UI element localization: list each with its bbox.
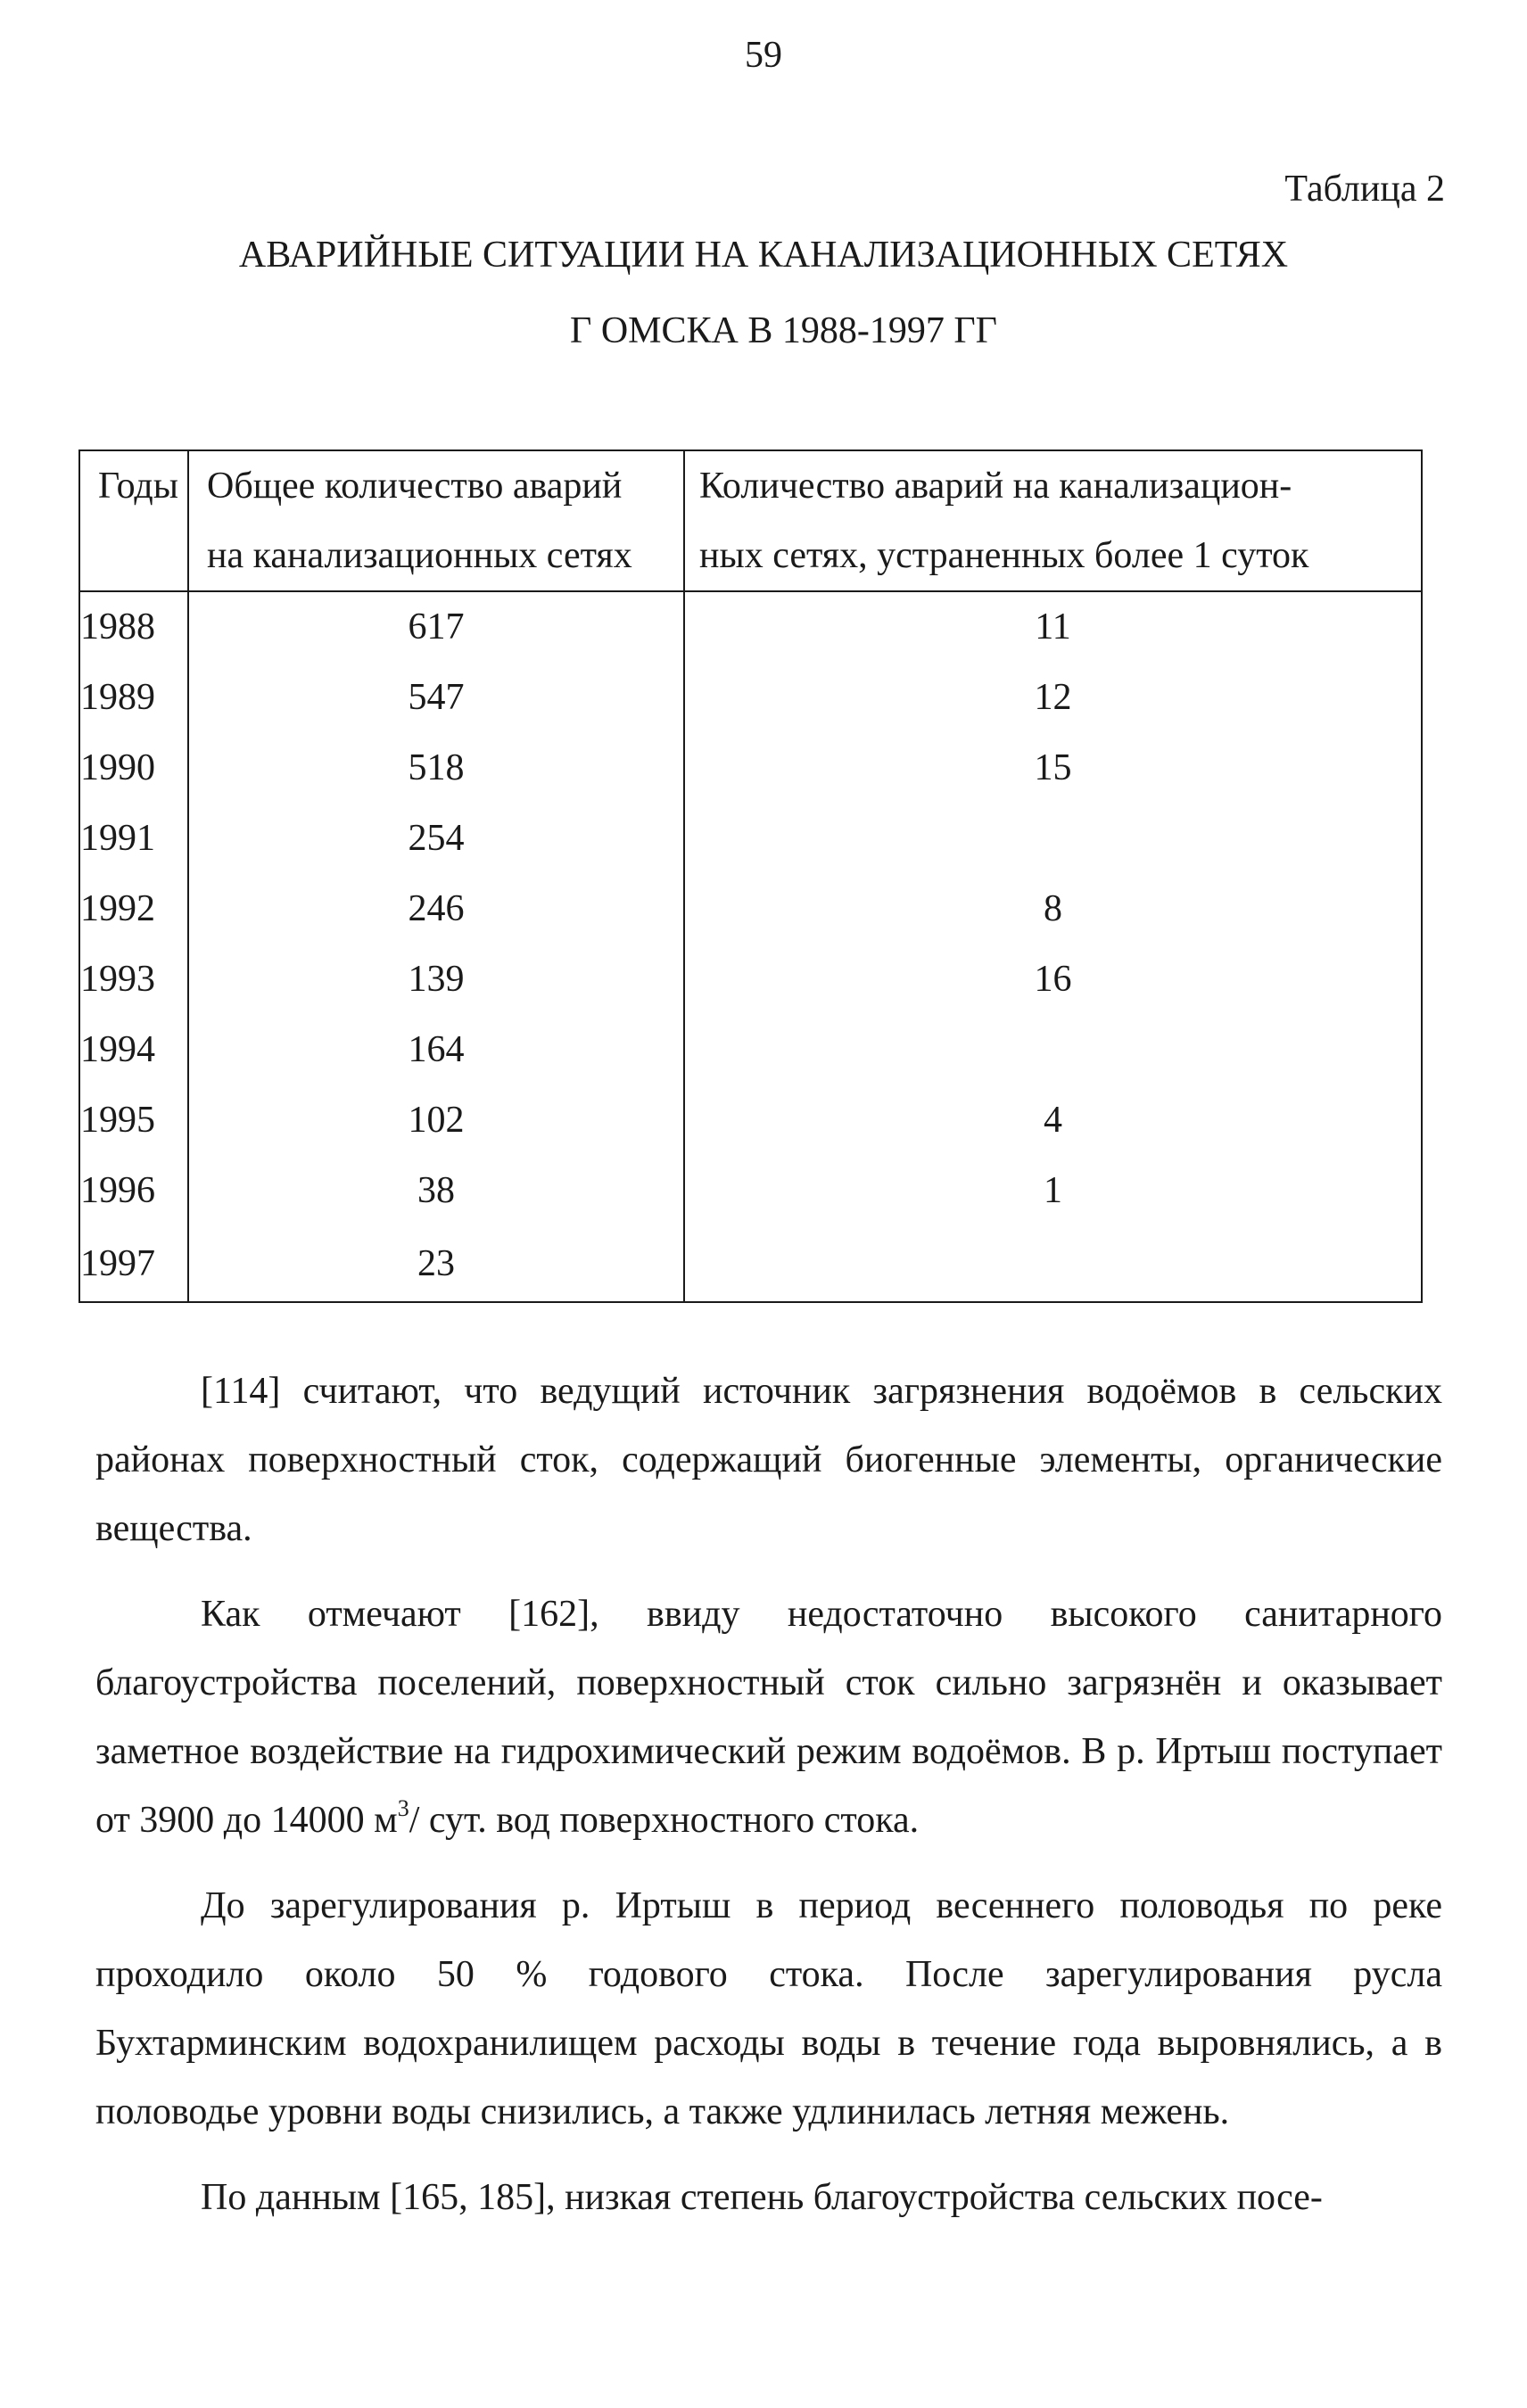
cell-total: 547: [188, 663, 684, 733]
cell-long: [684, 1226, 1422, 1302]
paragraph-4: По данным [165, 185], низкая степень благоустройства сельских посе-: [201, 2177, 1323, 2218]
page-number: 59: [745, 35, 782, 76]
paragraph-2-end: / сут. вод поверхностного стока.: [409, 1800, 920, 1841]
cell-long: 15: [684, 733, 1422, 804]
header-long-accidents: [684, 450, 1422, 591]
cell-year: 1994: [79, 1015, 188, 1085]
cell-year: 1993: [79, 944, 188, 1015]
table-row: [79, 733, 1422, 804]
header-total-accidents: [188, 450, 684, 591]
cell-total: 23: [188, 1226, 684, 1302]
cell-long: 1: [684, 1156, 1422, 1226]
cell-total: 518: [188, 733, 684, 804]
header-years-text: Годы: [98, 466, 178, 507]
header-years: [79, 450, 188, 591]
table-row: [79, 663, 1422, 733]
cell-total: 102: [188, 1085, 684, 1156]
header-long-line-2: ных сетях, устраненных более 1 суток: [699, 535, 1309, 576]
table-title-line-1: АВАРИЙНЫЕ СИТУАЦИИ НА КАНАЛИЗАЦИОННЫХ СЕТЯХ: [238, 235, 1289, 276]
paragraph-1: [114] считают, что ведущий источник загрязнения водоёмов в сельских районах поверхностный сток, содержащий биогенные элементы, органические вещества.: [95, 1371, 1442, 1549]
cell-long: 16: [684, 944, 1422, 1015]
paragraph-2-text: Как отмечают [162], ввиду недостаточно высокого санитарного благоустройства поселений, поверхностный сток сильно загрязнён и оказывает заметное воздействие на гидрохимический режим водоёмов. В р. Иртыш поступает от 3900 до 14000 м: [95, 1594, 1442, 1841]
table-row: [79, 1156, 1422, 1226]
header-total-line-2: на канализационных сетях: [207, 535, 632, 576]
table-row: [79, 1015, 1422, 1085]
table-row: [79, 804, 1422, 874]
table-row: [79, 874, 1422, 944]
table-title-line-2: Г ОМСКА В 1988-1997 ГГ: [570, 310, 997, 351]
header-long-line-1: Количество аварий на канализацион-: [699, 466, 1292, 507]
cell-long: 8: [684, 874, 1422, 944]
cell-long: [684, 804, 1422, 874]
cell-total: 139: [188, 944, 684, 1015]
cell-year: 1989: [79, 663, 188, 733]
table-row: [79, 944, 1422, 1015]
cell-total: 38: [188, 1156, 684, 1226]
table-row: [79, 591, 1422, 663]
cell-long: [684, 1015, 1422, 1085]
table-row: [79, 1085, 1422, 1156]
cell-total: 254: [188, 804, 684, 874]
cell-year: 1997: [79, 1226, 188, 1302]
cell-long: 11: [684, 591, 1422, 663]
table-header-row: [79, 450, 1422, 591]
cell-long: 12: [684, 663, 1422, 733]
cell-year: 1990: [79, 733, 188, 804]
accidents-table: [78, 449, 1423, 1303]
cell-year: 1988: [79, 591, 188, 663]
header-total-line-1: Общее количество аварий: [207, 466, 623, 507]
paragraph-3: До зарегулирования р. Иртыш в период весеннего половодья по реке проходило около 50 % годового стока. После зарегулирования русла Бухтарминским водохранилищем расходы воды в течение года выровнялись, а в половодье уровни воды снизились, а также удлинилась летняя межень.: [95, 1885, 1442, 2132]
paragraph-2: [95, 1580, 1442, 1855]
cell-long: 4: [684, 1085, 1422, 1156]
body-text: [95, 1357, 1442, 2232]
table-row: [79, 1226, 1422, 1302]
table-body: [79, 591, 1422, 1302]
cell-year: 1991: [79, 804, 188, 874]
cell-total: 246: [188, 874, 684, 944]
cell-year: 1995: [79, 1085, 188, 1156]
cell-year: 1996: [79, 1156, 188, 1226]
cell-total: 164: [188, 1015, 684, 1085]
table-label: Таблица 2: [1284, 169, 1445, 210]
superscript-3: 3: [397, 1795, 409, 1821]
cell-year: 1992: [79, 874, 188, 944]
cell-total: 617: [188, 591, 684, 663]
